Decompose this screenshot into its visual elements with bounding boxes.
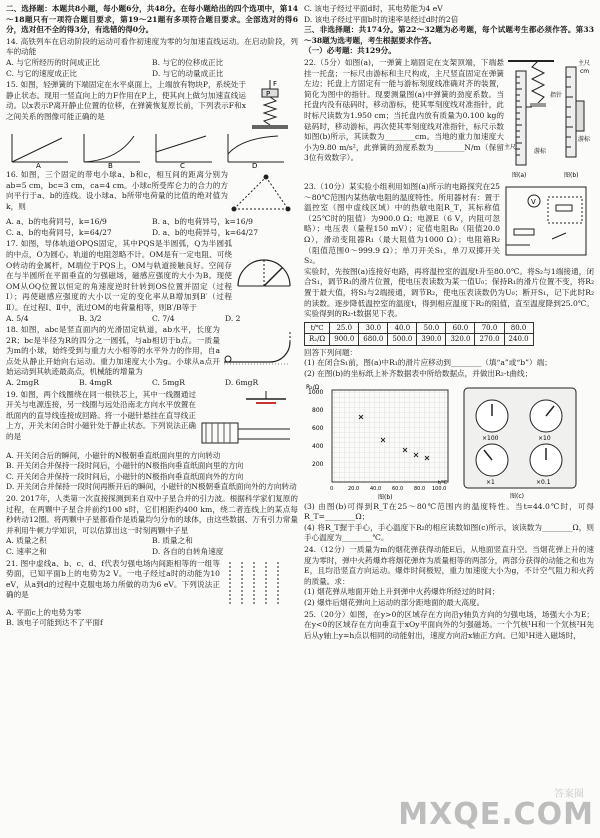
q14-option: A. 与它所经历的时间成正比 <box>6 57 100 67</box>
q17-options <box>6 314 298 325</box>
q18-block <box>6 324 298 378</box>
q20-options <box>6 536 298 557</box>
q21-option: D. 该电子经过平面b时的速率是经过d时的2倍 <box>304 14 459 24</box>
graph-label: C <box>180 162 185 169</box>
graph-xtick: 60.0 <box>392 485 404 492</box>
triangle-figure <box>228 169 294 217</box>
section-choice-heading: 二、选择题：本题共8小题，每小题6分，共48分。在每小题给出的四个选项中，第14～18题只有一项符合题目要求，第19～21题有多项符合题目要求。全部选对的得6分，选对但不全的得3分，有选错的得0分。 <box>6 4 298 35</box>
svg-text:P: P <box>266 90 271 99</box>
graph-option-d <box>222 132 288 168</box>
q21-option: B. 该电子可能到达不了平面f <box>6 618 103 628</box>
graph-xunit: t/℃ <box>438 479 448 486</box>
question-16: 16. 如图，三个固定的带电小球a、b和c，相互间的距离分别为ab=5 cm，bc=3 cm，ca=4 cm。小球c所受库仑力的合力的方向平行于a、b的连线。设小球a、b所带电荷量的比值的绝对值为k，则 <box>6 170 228 211</box>
table-cell: 680.0 <box>359 334 388 346</box>
table-cell: 40.0 <box>388 322 417 334</box>
q18-option: C. 5mgR <box>152 378 185 388</box>
table-cell: 50.0 <box>417 322 446 334</box>
q16-options <box>6 217 298 238</box>
question-23-4: (4) 将R_T握于手心，手心温度下R₂的相应读数如图(c)所示，该读数为________Ω，则手心温度为________℃。 <box>304 522 594 543</box>
q22-block <box>304 57 594 181</box>
q21-option: C. 该电子经过平面d时，其电势能为4 eV <box>304 4 443 13</box>
graph-xtick: 80.0 <box>414 485 426 492</box>
svg-text:V: V <box>531 197 536 206</box>
question-20: 20. 2017年，人类第一次直接探测到来自双中子星合并的引力波。根据科学家们复原的过程，在两颗中子星合并前约100 s时，它们相距约400 km，绕二者连线上的某点每秒转动12圈。将两颗中子星都看作是质量均匀分布的球体，由这些数据、万有引力常量并利用牛顿力学知识，可以估算出这一时刻两颗中子星 <box>6 494 298 535</box>
question-14: 14. 高铁列车在启动阶段的运动可看作初速度为零的匀加速直线运动。在启动阶段，列车的动能 <box>6 36 298 57</box>
table-cell: 60.0 <box>446 322 475 334</box>
dial-label: ×1 <box>486 478 495 486</box>
data-table <box>304 322 534 346</box>
table-header: R₂/Ω <box>305 334 330 346</box>
q17-block <box>6 238 298 313</box>
graph-ytick: 1000 <box>308 388 324 396</box>
fig22-label: 图(a) <box>512 171 527 179</box>
resistance-box-figure <box>460 382 580 500</box>
table-cell: 900.0 <box>330 334 359 346</box>
question-25: 25.（20分）如图，在y>0的区域存在方向沿y轴负方向的匀强电场，场强大小为E；在y<0的区域存在方向垂直于xOy平面向外的匀强磁场。一个氕核¹H和一个氘核²H先后从y轴上y=h点以相同的动能射出，速度方向沿x轴正方向。已知¹H进入磁场时， <box>304 609 594 640</box>
graph-ytick: 800 <box>312 406 324 414</box>
fig22-label: 游标 <box>534 147 547 155</box>
graph-xtick: 40.0 <box>370 485 382 492</box>
q17-option: A. 5/4 <box>6 313 29 323</box>
q18-option: A. 2mgR <box>6 378 39 388</box>
q20-option: B. 质量之和 <box>152 536 193 546</box>
question-21: 21. 图中虚线a、b、c、d、f代表匀强电场内间距相等的一组等势面，已知平面b上的电势为2 V。一电子经过a时的动能为10 eV，从a到d的过程中克服电场力所做的功为6 eV。下列说法正确的是 <box>6 558 220 600</box>
q16-option: C. a、b的电荷同号，k=64/27 <box>6 227 112 237</box>
table-row <box>305 322 534 334</box>
fig22-label: 主尺 <box>578 59 591 67</box>
question-24-2: (2) 爆炸后烟花弹向上运动的部分距地面的最大高度。 <box>304 598 485 607</box>
question-23-3: (3) 由图(b)可得到R_T在25～80℃范围内的温度特性。当t=44.0℃时，可得R_T=________Ω； <box>304 501 594 522</box>
question-23-1: (1) 在闭合S₁前，图(a)中R₁的滑片应移动到________（填“a”或“b”）端； <box>304 358 552 368</box>
figure-caption: 图(b) <box>378 493 393 500</box>
svg-text:F: F <box>273 80 278 89</box>
fig22-label: cm <box>580 67 590 75</box>
watermark-logo: MXQE.COM <box>398 797 594 832</box>
q18-options <box>6 378 298 389</box>
q23-block <box>304 181 594 267</box>
table-cell: 390.0 <box>417 334 446 346</box>
table-header: t/℃ <box>305 322 330 334</box>
graph-ytick: 400 <box>312 442 324 450</box>
table-cell: 80.0 <box>504 322 533 334</box>
figure-caption: 图(c) <box>510 492 524 500</box>
fig22-label: 主尺 <box>504 143 517 151</box>
dial-label: ×100 <box>482 434 499 442</box>
q21-option: A. 平面c上的电势为零 <box>6 607 82 617</box>
table-cell: 500.0 <box>388 334 417 346</box>
answer-prompt: 回答下列问题： <box>304 347 358 357</box>
right-column <box>304 4 594 641</box>
q21-block <box>6 558 298 608</box>
q15-graphs <box>6 132 298 168</box>
watermark-sub: 答案圈 <box>554 789 584 800</box>
q19-option: B. 开关闭合并保持一段时间后，小磁针的N极指向垂直纸面向里的方向 <box>6 461 244 471</box>
graph-option-a <box>6 132 72 168</box>
q15-block <box>6 79 298 131</box>
graph-xtick: 20.0 <box>348 485 360 492</box>
table-cell: 270.0 <box>475 334 504 346</box>
table-cell: 25.0 <box>330 322 359 334</box>
fig22-label: 图(b) <box>564 171 579 179</box>
graph-ytick: 200 <box>312 460 324 468</box>
q20-option: C. 速率之和 <box>6 547 47 556</box>
track-figure <box>220 324 294 370</box>
q16-option: A. a、b的电荷同号，k=16/9 <box>6 217 107 227</box>
section-nonchoice-heading: 三、非选择题：共174分。第22～32题为必考题，每个试题考生都必须作答。第33～38题为选考题，考生根据要求作答。 <box>304 25 594 45</box>
q20-option: D. 各自的自转角速度 <box>152 547 224 556</box>
left-column <box>6 4 298 629</box>
q16-block <box>6 169 298 217</box>
graph-label: A <box>36 162 41 169</box>
question-15: 15. 如图，轻弹簧的下端固定在水平桌面上，上端放有物块P，系统处于静止状态。现用一竖直向上的力F作用在P上，使其向上做匀加速直线运动。以x表示P离开静止位置的位移，在弹簧恢复原长前，下列表示F和x之间关系的图像可能正确的是 <box>6 80 246 121</box>
circuit-figure <box>500 181 592 261</box>
graph-xtick: 0 <box>330 485 334 492</box>
graph-ylabel: R₂/Ω <box>306 383 320 391</box>
q19-option: C. 开关闭合并保持一段时间后，小磁针的N极指向垂直纸面向外的方向 <box>6 471 244 481</box>
q17-option: C. 7/4 <box>152 313 175 323</box>
question-19: 19. 如图，两个线圈绕在同一根铁芯上，其中一线圈通过开关与电源连接，另一线圈与远处沿南北方向水平放置在纸面内的直导线连接成回路。将一小磁针悬挂在直导线正上方，开关未闭合时小磁针处于静止状态。下列说法正确的是 <box>6 389 196 442</box>
question-24: 24.（12分）一质量为m的烟花弹获得动能E后，从地面竖直升空。当烟花弹上升的速度为零时，弹中火药爆炸将烟花弹炸为质量相等的两部分，两部分获得的动能之和也为E，且均沿竖直方向运动。爆炸时间极短，重力加速度大小为g，不计空气阻力和火药的质量。求： <box>304 545 594 586</box>
q14-option: C. 与它的速度成正比 <box>6 68 78 78</box>
question-23: 23.（10分）某实验小组利用如图(a)所示的电路探究在25～80℃范围内某热敏电阻的温度特性。所用器材有：置于温控室（图中虚线区域）中的热敏电阻R_T，其标称值（25℃时的阻值）为900.0 Ω；电源E（6 V，内阻可忽略）；电压表（量程150 mV）；定值电阻R₀（阻值20.0 Ω），滑动变阻器R₁（最大阻值为1000 Ω）；电阻箱R₂（阻值范围0～999.9 Ω）；单刀开关S₁，单刀双掷开关S₂。 <box>304 181 500 266</box>
graph-label: D <box>252 162 258 169</box>
graph-xtick: 100.0 <box>432 485 447 492</box>
table-row <box>305 334 534 346</box>
question-23-procedure: 实验时，先按图(a)连接好电路，再将温控室的温度t升至80.0℃。将S₂与1端接通，闭合S₁，调节R₁的滑片位置，使电压表读数为某一值U₀；保持R₁的滑片位置不变，将R₂置于最大值，将S₂与2端接通，调节R₂，使电压表读数仍为U₀；断开S₁，记下此时R₂的读数。逐步降低温控室的温度t，得到相应温度下R₂的阻值，直至温度降到25.0℃。实验得到的R₂-t数据见下表。 <box>304 266 594 319</box>
q20-option: A. 质量之积 <box>6 536 47 546</box>
fig22-label: 游标 <box>578 135 591 143</box>
semicircle-figure <box>232 238 294 298</box>
dial-label: ×0.1 <box>536 478 551 486</box>
q17-option: B. 3/2 <box>79 313 102 323</box>
equipotential-figure <box>220 558 294 608</box>
question-22: 22.（5分）如图(a)，一弹簧上端固定在支架顶端，下端悬挂一托盘；一标尺由游标和主尺构成，主尺竖直固定在弹簧左边；托盘上方固定有一能与游标刻度线准确对齐的装置，简化为图中的指针。现要测量图(a)中弹簧的劲度系数。当托盘内没有砝码时，移动游标，使其零刻度线对准指针，此时标尺读数为1.950 cm；当托盘内放有质量为0.100 kg的砝码时，移动游标，再次使其零刻度线对准指针，标尺示数如图(b)所示，其读数为________cm。当地的重力加速度大小为9.80 m/s²，此弹簧的劲度系数为________N/m（保留3位有效数字）。 <box>304 57 504 163</box>
required-heading: （一）必考题：共129分。 <box>304 46 396 56</box>
table-cell: 320.0 <box>446 334 475 346</box>
coil-figure <box>196 389 294 451</box>
q23-figures <box>304 382 594 500</box>
question-24-1: (1) 烟花弹从地面开始上升到弹中火药爆炸所经过的时间； <box>304 587 500 597</box>
graph-option-c <box>150 132 216 168</box>
spring-figure <box>246 79 292 131</box>
q14-options <box>6 58 298 79</box>
question-18: 18. 如图，abc是竖直面内的光滑固定轨道，ab水平，长度为2R；bc是半径为R的四分之一圆弧，与ab相切于b点。一质量为m的小球，始终受到与重力大小相等的水平外力的作用，自a点处从静止开始向右运动。重力加速度大小为g。小球从a点开始运动到其轨迹最高点，机械能的增量为 <box>6 325 220 377</box>
question-17: 17. 如图，导体轨道OPQS固定，其中PQS是半圆弧，Q为半圆弧的中点，O为圆心。轨道的电阻忽略不计。OM是有一定电阻、可绕O转动的金属杆，M端位于PQS上，OM与轨道接触良好。空间存在与半圆所在平面垂直的匀强磁场，磁感应强度的大小为B。现使OM从OQ位置以恒定的角速度逆时针转到OS位置并固定（过程Ⅰ）；再使磁感应强度的大小以一定的变化率从B增加到B′（过程Ⅱ）。在过程Ⅰ、Ⅱ中，流过OM的电荷量相等，则B′/B等于 <box>6 239 232 312</box>
table-cell: 70.0 <box>475 322 504 334</box>
graph-option-b <box>78 132 144 168</box>
q18-option: D. 6mgR <box>225 378 259 388</box>
question-23-2: (2) 在图(b)的坐标纸上补齐数据表中所给数据点，并做出R₂-t曲线； <box>304 369 533 379</box>
dial-label: ×10 <box>538 434 551 442</box>
q14-option: B. 与它的位移成正比 <box>152 57 224 67</box>
q18-option: B. 4mgR <box>79 378 113 388</box>
q14-option: D. 与它的动量成正比 <box>152 68 224 78</box>
q19-block <box>6 389 298 451</box>
q16-option: B. a、b的电荷异号，k=16/9 <box>152 217 253 227</box>
q17-option: D. 2 <box>225 313 241 323</box>
table-cell: 30.0 <box>359 322 388 334</box>
vernier-figure <box>504 57 592 181</box>
graph-paper-figure <box>304 382 454 500</box>
table-cell: 240.0 <box>504 334 533 346</box>
graph-label: B <box>108 162 113 169</box>
q19-option: D. 开关闭合并保持一段时间再断开后的瞬间，小磁针的N极朝垂直纸面向外的方向转动 <box>6 482 297 492</box>
graph-ytick: 600 <box>312 424 324 432</box>
q16-option: D. a、b的电荷异号，k=64/27 <box>152 227 259 237</box>
fig22-label: 指针 <box>550 91 563 99</box>
q19-option: A. 开关闭合后的瞬间，小磁针的N极朝垂直纸面向里的方向转动 <box>6 450 221 460</box>
